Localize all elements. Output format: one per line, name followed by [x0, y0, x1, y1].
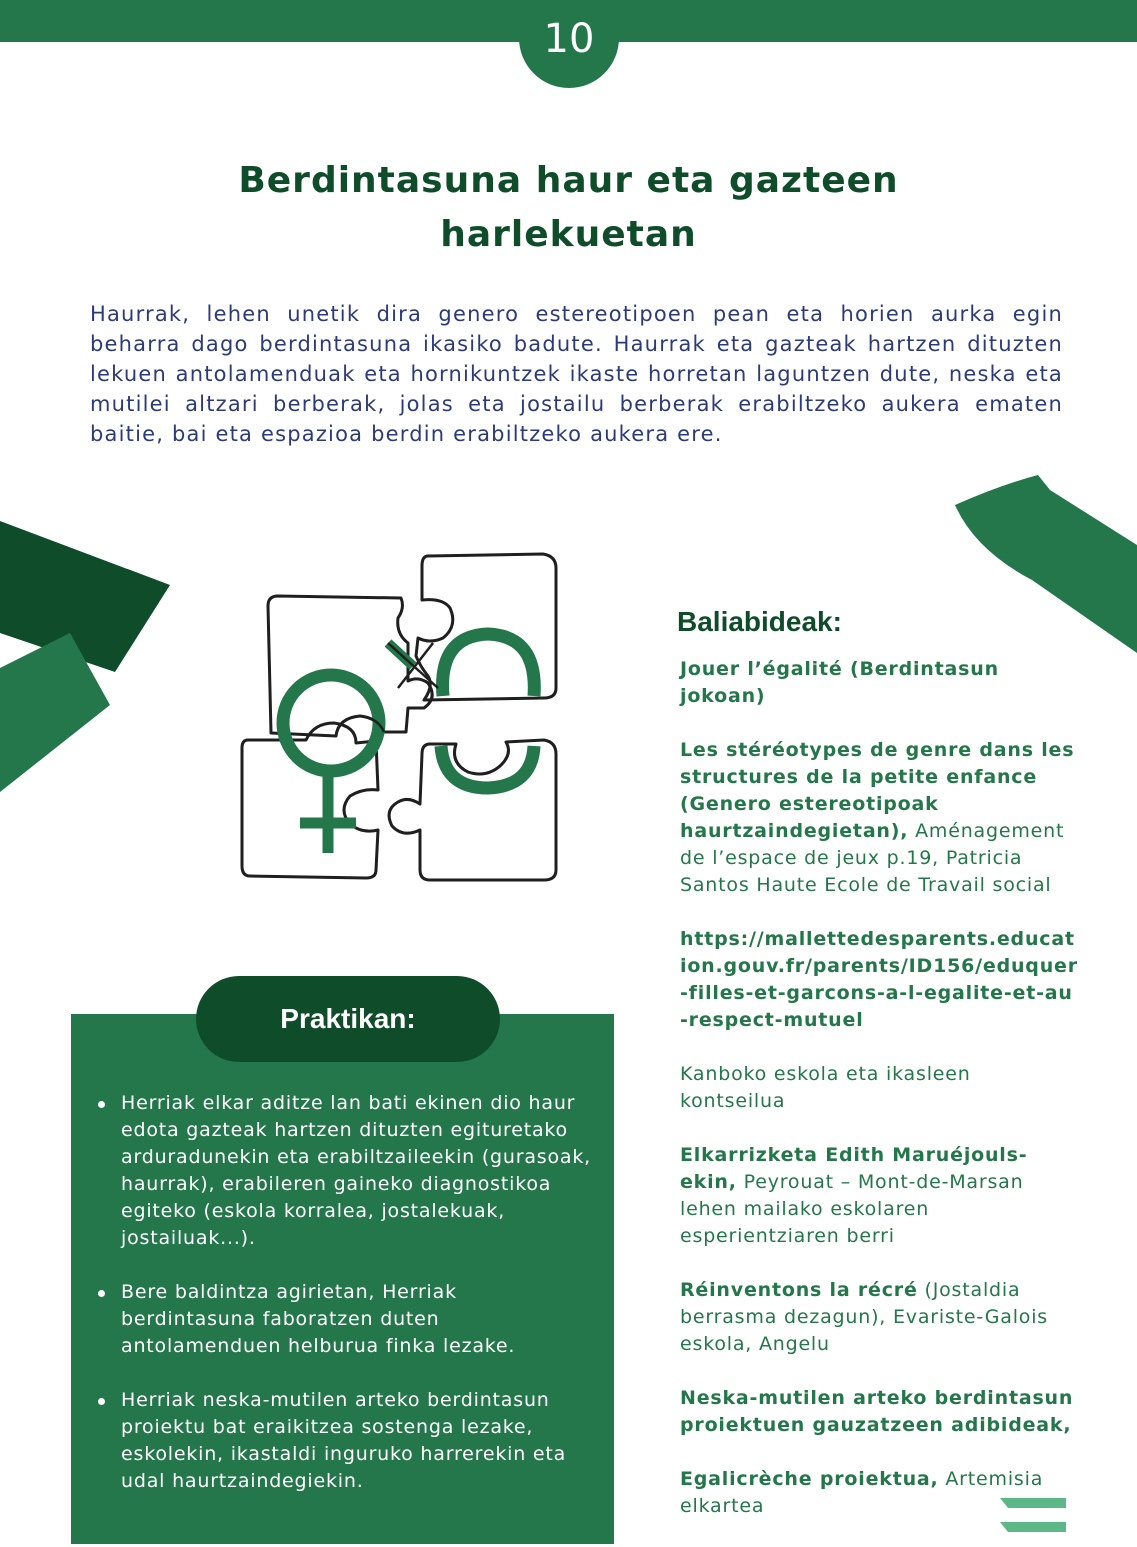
resource-item	[680, 1385, 1080, 1439]
practice-list	[121, 1090, 591, 1522]
practice-item: Herriak neska-mutilen arteko berdintasun proiektu bat eraikitzea sostenga lezake, eskolekin, ikastaldi inguruko harrerekin eta udal haurtzaindegiekin.	[121, 1387, 591, 1495]
resource-text: Aménagement de l’espace de jeux p.19, Patricia Santos Haute Ecole de Travail social	[680, 820, 1065, 896]
resources-section	[677, 606, 1080, 1547]
resource-text: (Jostaldia berrasma dezagun), Evariste-Galois eskola, Angelu	[680, 1279, 1048, 1355]
title-line-1: Berdintasuna haur eta gazteen	[238, 160, 899, 201]
resource-text: Artemisia elkartea	[680, 1468, 1044, 1517]
resource-item	[680, 656, 1080, 710]
resource-text: Kanboko eskola eta ikasleen kontseilua	[680, 1063, 971, 1112]
title-line-2: harlekuetan	[440, 214, 697, 255]
resource-title: Elkarrizketa Edith Maruéjouls-ekin,	[680, 1144, 1028, 1193]
left-decoration	[0, 515, 175, 800]
page-number-badge	[519, 0, 619, 88]
resource-url[interactable]: https://mallettedesparents.education.gouv.fr/parents/ID156/eduquer-filles-et-garcons-a-l-egalite-et-au-respect-mutuel	[680, 928, 1078, 1031]
resource-item	[680, 1142, 1080, 1250]
practice-item: Herriak elkar aditze lan bati ekinen dio haur edota gazteak hartzen dituzten egituretako arduradunekin eta erabiltzaileekin (gurasoak, haurrak), erabileren gaineko diagnostikoa egiteko (eskola korralea, jostalekuak, jostailuak...).	[121, 1090, 591, 1252]
practice-heading-pill	[196, 976, 500, 1062]
practice-item: Bere baldintza agirietan, Herriak berdintasuna faboratzen duten antolamenduen helburua finka lezake.	[121, 1279, 591, 1360]
gender-puzzle-icon	[238, 548, 564, 884]
resource-text: Peyrouat – Mont-de-Marsan lehen mailako eskolaren esperientziaren berri	[680, 1171, 1024, 1247]
resource-title: Jouer l’égalité (Berdintasun jokoan)	[680, 658, 999, 707]
resources-heading: Baliabideak:	[677, 606, 842, 637]
resource-title: Les stéréotypes de genre dans les structures de la petite enfance (Genero estereotipoak haurtzaindegietan),	[680, 739, 1075, 842]
page-number: 10	[543, 16, 595, 62]
resource-item	[680, 737, 1080, 899]
resource-title: Neska-mutilen arteko berdintasun proiektuen gauzatzeen adibideak,	[680, 1387, 1074, 1436]
practice-heading: Praktikan:	[280, 1003, 416, 1034]
page-title	[180, 154, 957, 262]
resource-title: Réinventons la récré	[680, 1279, 918, 1301]
intro-paragraph: Haurrak, lehen unetik dira genero estereotipoen pean eta horien aurka egin beharra dago berdintasuna ikasiko badute. Haurrak eta gazteak hartzen dituzten lekuen antolamenduak eta hornikuntzek ikaste horretan laguntzen dute, neska eta mutilei altzari berberak, jolas eta jostailu berberak erabiltzeko aukera ematen baitie, bai eta espazioa berdin erabiltzeko aukera ere.	[90, 302, 1063, 446]
resource-item	[680, 1277, 1080, 1358]
resource-title: Egalicrèche proiektua,	[680, 1468, 939, 1490]
resource-item	[680, 1466, 1080, 1520]
resource-item	[680, 1061, 1080, 1115]
resource-link[interactable]	[680, 926, 1080, 1034]
